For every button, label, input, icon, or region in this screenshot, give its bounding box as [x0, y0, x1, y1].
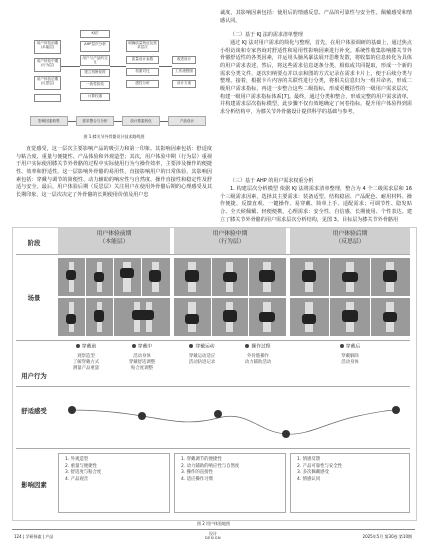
- behavior-operation: 操作过程 外骨骼操作 动力辅助活动: [244, 344, 272, 365]
- fig1-arrow: [160, 121, 168, 122]
- fig1-box-pre: 用户体验前期(本能层): [34, 40, 61, 54]
- behavior-pre-wear: 穿戴前 观察造型 了解穿戴方式 测量产品重量: [72, 344, 100, 372]
- footer-rule: [12, 529, 415, 530]
- scene-photo: [86, 258, 113, 296]
- fig1-box-scheme: 设计方案: [172, 80, 196, 88]
- fig1-box-mid: 用户体验中期(行为层): [34, 58, 61, 72]
- comfort-face-icon: [392, 406, 400, 414]
- stage-header-pre: 用户体验前期 （本能层）: [58, 228, 170, 254]
- fig1-step-integrate: 需求整合与分析: [76, 116, 114, 126]
- scene-photo: [58, 298, 85, 336]
- fig1-box-interaction: 用户与产品的交互: [80, 55, 110, 66]
- fig1-step-transform: 设计要素转化: [122, 116, 160, 126]
- scene-photo: [114, 298, 170, 336]
- stage-header-post: 用户体验后期 （反思层）: [290, 228, 410, 254]
- scene-photo: [371, 258, 410, 296]
- fig1-box-improve: 改进设计: [172, 56, 196, 64]
- scene-photo: [290, 258, 329, 296]
- fig1-box-extra: [34, 94, 61, 102]
- row-divider: [16, 448, 410, 449]
- fig1-box-ahp: AHP层次分析: [80, 41, 110, 52]
- behavior-motion: 穿戴运动 穿戴运动适应 活动轨迹记录: [188, 344, 216, 365]
- comfort-face-icon: [68, 406, 76, 414]
- comfort-face-icon: [138, 412, 146, 420]
- row-divider: [16, 254, 410, 255]
- right-paragraph-top: 诚度，其影响因素包括：使用后的情感反思、产品的可靠性与安全性、佩戴感受和情感认同。: [220, 10, 412, 24]
- scene-photo: [212, 258, 248, 296]
- comfort-curve: [72, 410, 398, 434]
- footer-right: 2025年5月 第30卷 第10期: [362, 534, 412, 539]
- behavior-after-wear: 穿戴后 穿戴解除 活动身体: [341, 344, 361, 365]
- fig1-box-post: 用户体验后期(反思层): [34, 76, 61, 90]
- figure-1-caption: 图 1 膝关节外骨骼设计技术路线图: [83, 134, 145, 139]
- fig1-box-compare: 权重对比: [126, 68, 159, 76]
- row-label-stage: 阶段: [27, 238, 41, 247]
- fig1-box-params: 质量设计参数: [126, 56, 159, 64]
- row-label-scene: 场景: [27, 293, 41, 302]
- fig1-arrow: [61, 66, 80, 67]
- fig1-box-quality: 明确质量特征及需求层次: [126, 40, 159, 52]
- scene-photo: [142, 258, 170, 296]
- scene-photo: [86, 298, 113, 336]
- fig1-arrow: [68, 121, 76, 122]
- scene-photo: [330, 258, 370, 296]
- stage-header-mid: 用户体验中期 （行为层）: [174, 228, 286, 254]
- right-paragraph-ahp: 1. 构建层次分析模型 依据 KJ 法将需求清单整理，整合为 4 个二级需求层和 16 个三级需求因素，选择其主要需求：装备适型、结构稳固、产品配色、耐用材料、操作便捷、反馈直观、一键操作、易穿戴、简单上手、适配需求；可调节性、隐发贴合、全天候佩戴、轻便便携，心理需求：安全性、自信感、长期使用、个性表达。建立了膝关节外骨骼的用户需求层次分析结构，见图 3。目标层为膝关节外骨骼用: [220, 186, 412, 223]
- fig1-step-design: 产品设计: [168, 116, 206, 126]
- right-paragraph-kj: 通过 KJ 法对用户需求的简化与整理，首先，在用户体验调研的基础上，通过焦点小组访谈和专家咨询对舒适性和易用性影响因素进行补充。系统性收集影响膝关节外骨骼舒适性的各类因素，并运用头脑风暴法展开思维发散，将收集的信息转化为具体的用户需求表述，然后，将这些需求信息逐条分类，相似或共同提取，形成一个新的需求分类文件，逐次归纳要点并以亲和图的方式记录在需求卡片上，便于后续分类与整理。接着，根据卡片内容的关联性进行分类，将相关信息归为一组并命名，形成二级用户需求指标，再进一步整合这些二级指标，形成更概括性的一级用户需求层次，构建一级用户需求指标体系[7]。最终，通过分类和整合，形成完整的用户需求清单，并构建需求层次指标模型，此步骤不仅有效地确定了问卷指标，提升用户体验得到需求分析结构中，为膝关节外骨骼设计提供科学的基础与参考。: [220, 40, 412, 115]
- row-label-comfort: 舒适感受: [21, 406, 47, 415]
- footer-logo-top: 设计: [209, 531, 217, 536]
- row-divider: [16, 340, 410, 341]
- scene-photo: [174, 258, 211, 296]
- fig1-arrow: [114, 121, 122, 122]
- scene-photo: [114, 258, 141, 296]
- scene-photo: [174, 298, 211, 336]
- row-label-behavior: 用户行为: [21, 371, 47, 380]
- fig1-arrow: [159, 66, 172, 67]
- scene-photo: [290, 298, 329, 336]
- footer-left: 124 | 学研探索 | 产品: [14, 534, 54, 539]
- left-paragraph: 直觉感受，这一层次主要影响产品的吸引力和第一印象。其影响因素包括：舒适度与粘合度、重量与便捷性、产品体验和外观造型；其次，用户体验中期（行为层）重视于用户实际使用膝关节外骨骼的过程中实际使用行为与操作效率，主要涉及操作的便捷性、效率和舒适性。这一层影响外骨骼的易用性，直接影响用户的日常体验，其影响因素包括：穿戴与调节的简便性、动力辅助的响应性与自然度、操作直接性和稳定性及舒适与安全。最后，用户体验后期（反思层）关注用户在使用外骨骼后期的心理感受及其长期印象，这一层次决定了外骨骼的长期使用价值及用户忠: [16, 146, 212, 198]
- section-heading-kj: （二）基于 KJ 法的需求清单整理: [230, 32, 303, 38]
- scene-photo: [58, 258, 85, 296]
- section-heading-ahp: （三）基于 AHP 的用户需求权重分析: [230, 178, 314, 184]
- comfort-curve-chart: [58, 388, 410, 446]
- comfort-face-icon: [282, 430, 290, 438]
- factors-pre: 1. 外观造型 2. 重量与便捷性 3. 舒适度与粘合度 4. 产品观音: [58, 453, 170, 513]
- behavior-wearing: 穿戴中 活动身体 穿戴舒适调整 贴合度调整: [128, 344, 156, 372]
- footer-logo: [188, 531, 238, 541]
- fig1-arrow: [110, 66, 126, 67]
- scene-photo: [371, 298, 410, 336]
- fig1-box-flow: 工作流程图: [172, 68, 196, 76]
- fig1-box-kj: KJ法: [80, 30, 110, 38]
- comfort-face-icon: [214, 410, 222, 418]
- fig1-box-matrix: 建立判断矩阵: [80, 69, 110, 77]
- scene-photo: [249, 258, 286, 296]
- fig1-box-sense: 感性分析: [126, 80, 159, 88]
- scene-photo: [249, 298, 286, 336]
- row-divider: [16, 386, 410, 387]
- factors-post: 1. 情感反馈 2. 产品可靠性与安全性 3. 多次佩戴感受 4. 情感认同: [290, 453, 410, 513]
- fig1-step-collect: 影响因素收集: [30, 116, 68, 126]
- row-label-factors: 影响因素: [21, 480, 47, 489]
- footer-logo-bottom: DESIGN: [204, 536, 222, 540]
- scene-photo: [330, 298, 370, 336]
- scene-photo: [212, 298, 248, 336]
- factors-mid: 1. 穿戴调节的便捷性 2. 动力辅助的响应性与自然度 3. 操作的直接性 4. 适应操作习惯: [174, 453, 286, 513]
- figure-2-caption: 图 2 用户体验地图: [196, 521, 231, 526]
- fig1-box-consistency: 一致性检验: [80, 81, 110, 89]
- fig1-box-weight: 计算权重: [80, 93, 110, 101]
